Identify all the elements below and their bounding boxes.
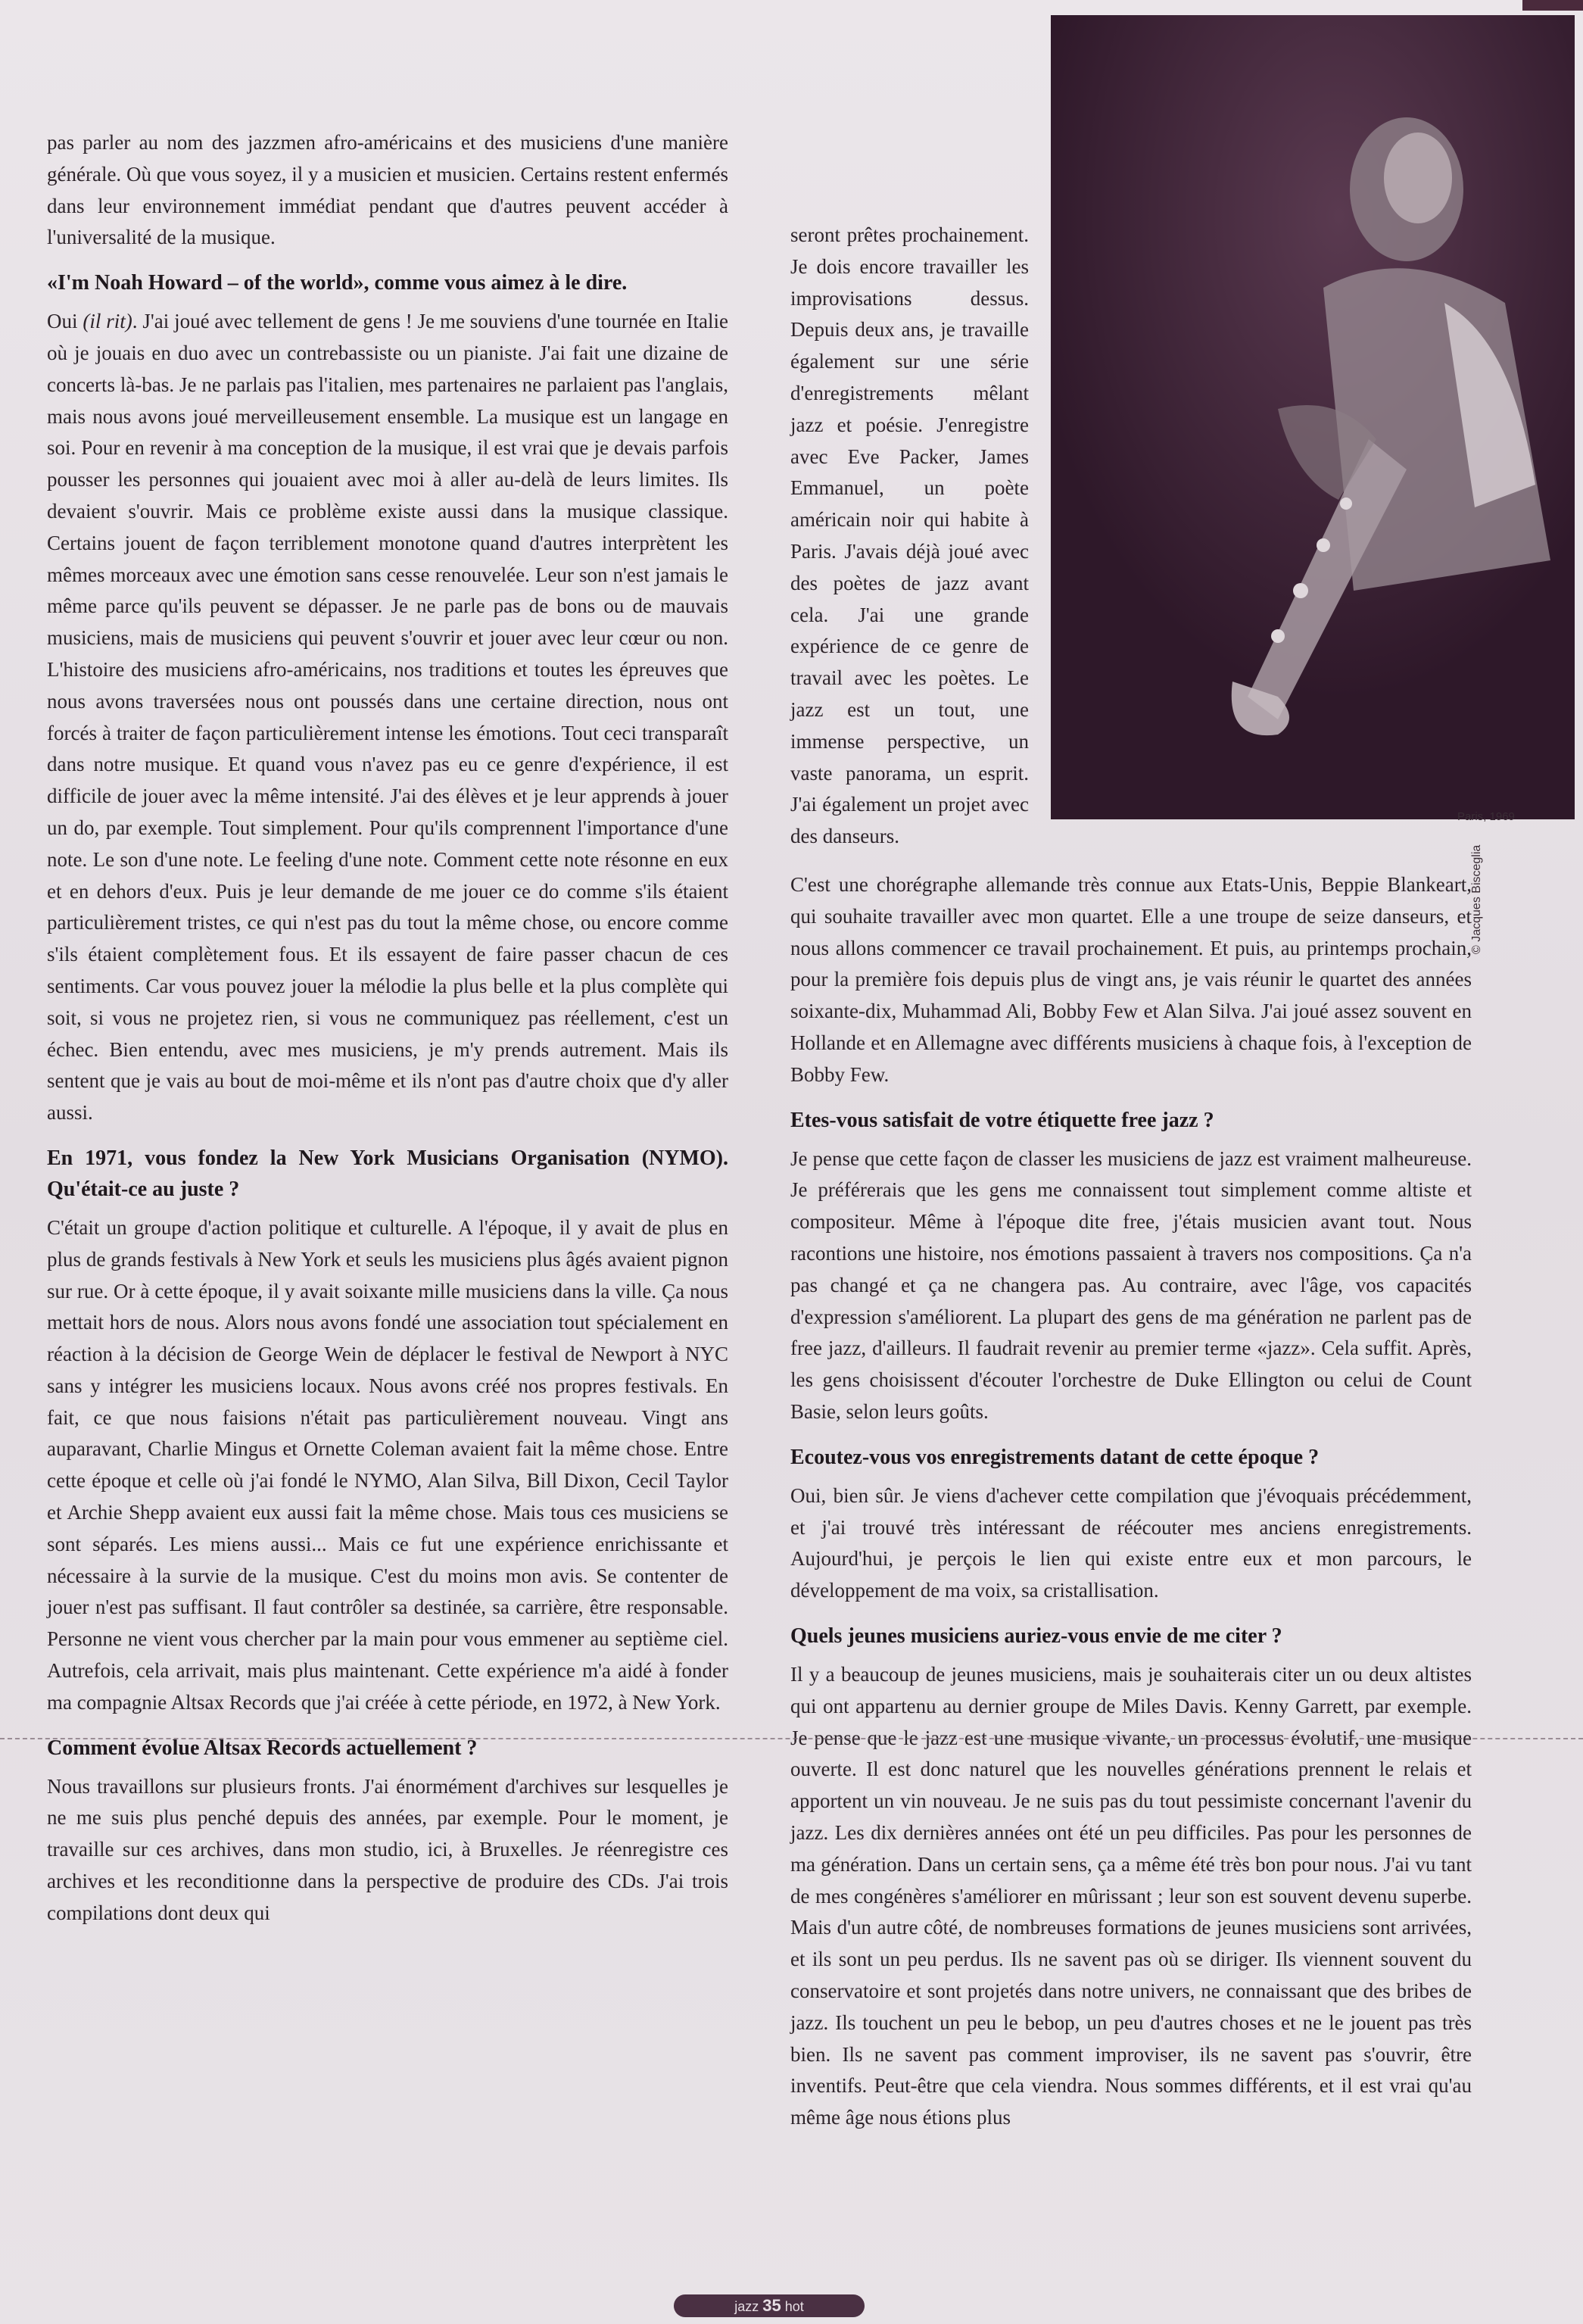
answer-text: . J'ai joué avec tellement de gens ! Je me souviens d'une tournée en Italie où je jouais en duo avec un contrebassiste ou un pianiste. J'ai fait une dizaine de concerts là-bas. Je ne parlais pas l'italien, mes partenaires ne parlaient pas l'anglais, mais nous avons joué merveilleusement ensemble. La musique est un langage en soi. Pour en revenir à ma conception de la musique, il est vrai que je devais parfois pousser les personnes qui jouaient avec moi à aller au-delà de leurs limites. Ils devaient s'ouvrir. Mais ce problème existe aussi dans la musique classique. Certains jouent de façon terriblement monotone quand d'autres interprètent les mêmes morceaux avec une émotion sans cesse renouvelée. Leur son n'est jamais le même parce qu'ils peuvent se dépasser. Je ne parle pas de bons ou de mauvais musiciens, mais de musiciens qui peuvent s'ouvrir et jouer avec leur cœur ou non. L'histoire des musiciens afro-américains, nos traditions et toutes les épreuves que nous avons traversées nous ont poussés dans une certaine direction, nous ont forcés à traiter de façon particulièrement intense les émotions. Tout ceci transparaît dans notre musique. Et quand vous n'avez pas eu ce genre d'expérience, il est difficile de jouer avec la même intensité. J'ai des élèves et je leur apprends à jouer un do, par exemple. Tout simplement. Pour qu'ils comprennent l'importance d'une note. Le son d'une note. Le feeling d'une note. Comment cette note résonne en eux et en dehors d'eux. Puis je leur demande de me jouer ce do comme s'ils étaient particulièrement tristes, ce qui n'est pas du tout la même chose, ou encore comme s'ils étaient complètement fous. Et ils essayent de faire passer chacun de ces sentiments. Car vous pouvez jouer la mélodie la plus belle et la plus complète qui soit, si vous ne projetez rien, si vous ne communiquez pas réellement, c'est un échec. Bien entendu, avec mes musiciens, je m'y prends autrement. Mais ils sentent que je vais au bout de moi-même et ils n'ont pas d'autre choix que d'y aller aussi. — [47, 310, 729, 1125]
photo-caption: Paris, 1969 — [1457, 810, 1515, 823]
corner-mark — [1522, 0, 1583, 11]
question-heading: Quels jeunes musiciens auriez-vous envie de me citer ? — [790, 1624, 1282, 1648]
question-heading: Comment évolue Altsax Records actuellement ? — [47, 1736, 478, 1760]
answer-paragraph: Je pense que cette façon de classer les musiciens de jazz est vraiment malheureuse. Je préférerais que les gens me connaissent tout simplement comme altiste et compositeur. Même à l'époque dite free, j'étais musicien avant tout. Nous racontions une histoire, nos émotions passaient à travers nos compositions. Ça n'a pas changé et ça ne changera pas. Au contraire, avec l'âge, vos capacités d'expression s'améliorent. La plupart des gens de ma génération ne parlent pas de free jazz, d'ailleurs. Il faudrait revenir au premier terme «jazz». Cela suffit. Après, les gens choisissent d'écouter l'orchestre de Duke Ellington ou celui de Count Basie, selon leurs goûts. — [790, 1146, 1472, 1423]
photo-credit: © Jacques Bisceglia — [1470, 844, 1483, 954]
page-footer — [674, 2294, 865, 2317]
musician-photo — [1051, 15, 1575, 819]
intro-paragraph: pas parler au nom des jazzmen afro-américains et des musiciens d'une manière générale. Où que vous soyez, il y a musicien et musicien. Certains restent enfermés dans leur environnement immédiat pendant que d'autres peuvent accéder à l'universalité de la musique. — [47, 131, 728, 249]
left-column — [47, 127, 728, 1929]
answer-paragraph: C'était un groupe d'action politique et culturelle. A l'époque, il y avait de plus en plus de grands festivals à New York et seuls les musiciens plus âgés avaient pignon sur rue. Or à cette époque, il y avait soixante mille musiciens dans la ville. Ça nous mettait hors de nous. Alors nous avons fondé une association tout spécialement en réaction à la décision de George Wein de déplacer le festival de Newport à NYC sans y intégrer les musiciens locaux. Nous avons créé nos propres festivals. En fait, ce que nous faisions n'était pas particulièrement nouveau. Vingt ans auparavant, Charlie Mingus et Ornette Coleman avaient fait la même chose. Entre cette époque et celle où j'ai fondé le NYMO, Alan Silva, Bill Dixon, Cecil Taylor et Archie Shepp avaient eux aussi fait la même chose. Mais tous ces musiciens se sont séparés. Les miens aussi... Mais ce fut une expérience enrichissante et nécessaire à la survie de la musique. C'est du moins mon avis. Se contenter de jouer n'est pas suffisant. Il faut contrôler sa destinée, sa carrière, être responsable. Personne ne vient vous chercher par la main pour vous emmener au septième ciel. Autrefois, cela arrivait, mais plus maintenant. Cette expérience m'a aidé à fonder ma compagnie Altsax Records que j'ai créée à cette période, en 1972, à New York. — [47, 1215, 728, 1714]
answer-lead: Oui — [47, 310, 78, 333]
right-column — [790, 869, 1472, 2134]
question-heading: Ecoutez-vous vos enregistrements datant de cette époque ? — [790, 1445, 1320, 1469]
footer-suffix: hot — [784, 2299, 804, 2314]
page-number: 35 — [762, 2296, 781, 2315]
body-paragraph: seront prêtes prochainement. Je dois encore travailler les improvisations dessus. Depuis deux ans, je travaille également sur une série d'enregistrements mêlant jazz et poésie. J'enregistre avec Eve Packer, James Emmanuel, un poète américain noir qui habite à Paris. J'avais déjà joué avec des poètes de jazz avant cela. J'ai une grande expérience de ce genre de travail avec les poètes. Le jazz est un tout, une immense perspective, un vaste panorama, un esprit. J'ai également un projet avec des danseurs. — [790, 223, 1029, 848]
question-heading: En 1971, vous fondez la New York Musicians Organisation (NYMO). Qu'était-ce au juste ? — [47, 1146, 728, 1201]
stage-direction: (il rit) — [83, 310, 132, 333]
answer-paragraph: Nous travaillons sur plusieurs fronts. J'ai énormément d'archives sur lesquelles je ne me suis plus penché depuis des années, par exemple. Pour le moment, je travaille sur ces archives, dans mon studio, ici, à Bruxelles. Je réenregistre ces archives et les reconditionne dans la perspective de produire des CDs. J'ai trois compilations dont deux qui — [47, 1774, 728, 1924]
answer-paragraph — [47, 306, 728, 1129]
answer-paragraph: Il y a beaucoup de jeunes musiciens, mais je souhaiterais citer un ou deux altistes qui ont appartenu au dernier groupe de Miles Davis. Kenny Garrett, par exemple. Je pense que le jazz est une musique vivante, un processus évolutif, une musique ouverte. Il est donc naturel que les nouvelles générations prennent le relais et apportent un vin nouveau. Je ne suis pas du tout pessimiste concernant l'avenir du jazz. Les dix dernières années ont été un peu difficiles. Pas pour les personnes de ma génération. Dans un certain sens, ça a même été très bon pour nous. J'ai vu tant de mes congénères s'améliorer en mûrissant ; leur son est souvent devenu superbe. Mais d'un autre côté, de nombreuses formations de jeunes musiciens sont arrivées, et ils sont un peu perdus. Ils ne savent pas où se diriger. Ils viennent souvent du conservatoire et sont projetés dans notre univers, ne connaissant que des bribes de jazz. Ils touchent un peu le bebop, un peu d'autres choses et ne le jouent pas très bien. Ils ne savent pas comment improviser, ils ne savent pas s'ouvrir, être inventifs. Peut-être que cela viendra. Nous sommes différents, et il est vrai qu'au même âge nous étions plus — [790, 1662, 1472, 2129]
body-paragraph: C'est une chorégraphe allemande très connue aux Etats-Unis, Beppie Blankeart, qui souhaite travailler avec mon quartet. Elle a une troupe de seize danseurs, et nous allons commencer ce travail prochainement. Et puis, au printemps prochain, pour la première fois depuis plus de vingt ans, je vais réunir le quartet des années soixante-dix, Muhammad Ali, Bobby Few et Alan Silva. J'ai joué assez souvent en Hollande et en Allemagne avec différents musiciens à chaque fois, à l'exception de Bobby Few. — [790, 873, 1472, 1086]
question-heading: Etes-vous satisfait de votre étiquette free jazz ? — [790, 1108, 1214, 1132]
fold-line — [0, 1738, 1583, 1739]
footer-prefix: jazz — [734, 2299, 759, 2314]
question-heading: «I'm Noah Howard – of the world», comme vous aimez à le dire. — [47, 271, 628, 295]
right-narrow-column — [790, 220, 1029, 853]
answer-paragraph: Oui, bien sûr. Je viens d'achever cette compilation que j'évoquais précédemment, et j'ai trouvé très intéressant de réécouter mes anciens enregistrements. Aujourd'hui, je perçois le lien qui existe entre eux et mon parcours, le développement de ma voix, sa cristallisation. — [790, 1483, 1472, 1602]
saxophonist-illustration — [1051, 15, 1575, 819]
